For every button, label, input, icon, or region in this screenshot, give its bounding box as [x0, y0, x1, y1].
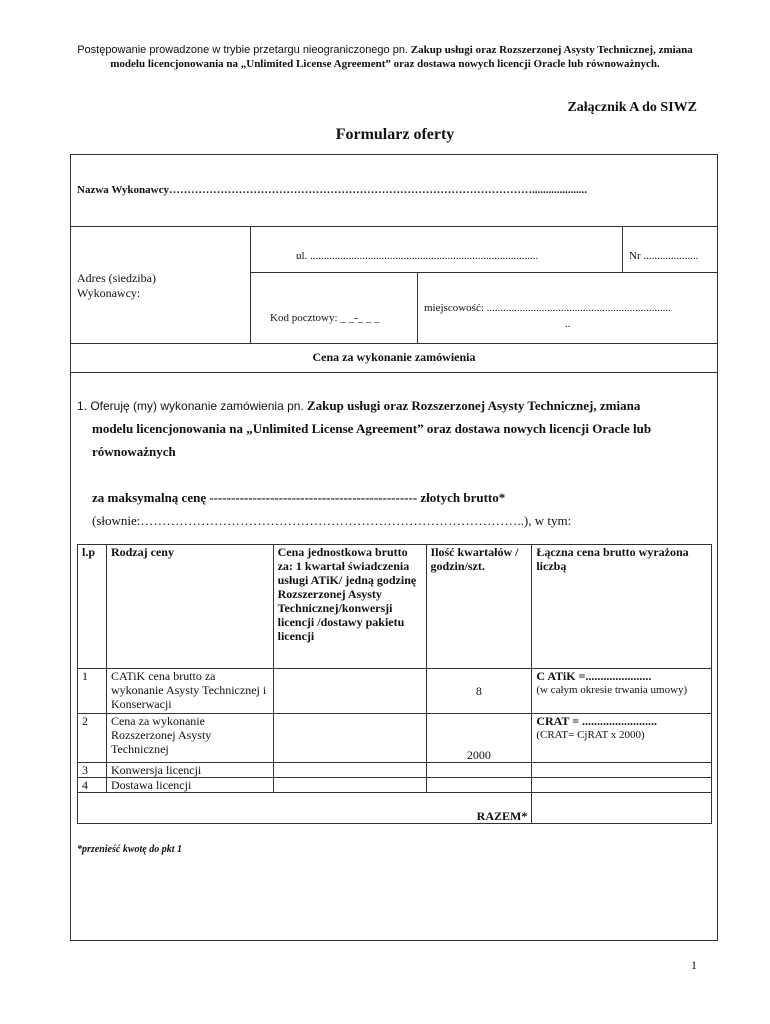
row-total-input[interactable] [532, 669, 712, 714]
offer-subject-3: równoważnych [92, 444, 176, 459]
divider-line [417, 272, 418, 343]
table-row [78, 763, 712, 778]
divider-line [70, 226, 718, 227]
address-label [77, 271, 156, 301]
row-quantity: 8 [426, 669, 532, 714]
attachment-label: Załącznik A do SIWZ [567, 100, 697, 115]
row-lp: 3 [78, 763, 107, 778]
price-in-words-field[interactable]: (słownie:……………………………………………………………………………..), w tym: [92, 513, 572, 528]
row-unit-price-input[interactable] [273, 714, 426, 763]
price-section-heading: Cena za wykonanie zamówienia [312, 350, 476, 364]
row-quantity: 2000 [426, 714, 532, 763]
row-quantity [426, 763, 532, 778]
street-field[interactable]: ul. ................................................................................... [296, 250, 539, 262]
table-sum-row [78, 793, 712, 824]
col-header-lp: l.p [78, 545, 107, 669]
col-header-unit-price: Cena jednostkowa brutto za: 1 kwartał świadczenia usługi ATiK/ jedną godzinę Rozszerzonej Asysty Technicznej/konwersji licencji /dostawy pakietu licencji [273, 545, 426, 669]
page-title: Formularz oferty [335, 126, 455, 143]
row-total-note: (CRAT= CjRAT x 2000) [536, 729, 645, 741]
table-row [78, 778, 712, 793]
row-unit-price-input[interactable] [273, 778, 426, 793]
row-type: Cena za wykonanie Rozszerzonej Asysty Technicznej [106, 714, 273, 763]
sum-label: RAZEM* [78, 793, 532, 824]
row-unit-price-input[interactable] [273, 763, 426, 778]
row-type: Konwersja licencji [106, 763, 273, 778]
offer-subject-1: Zakup usługi oraz Rozszerzonej Asysty Technicznej, zmiana [307, 398, 641, 413]
divider-line [250, 226, 251, 343]
max-price-field[interactable]: za maksymalną cenę ------------------------------------------------ złotych brutto* [92, 490, 506, 505]
row-total-input[interactable] [532, 763, 712, 778]
row-total-main: C ATiK =...................... [536, 669, 652, 683]
table-header-row [78, 545, 712, 669]
footnote: *przenieść kwotę do pkt 1 [77, 844, 182, 855]
sum-total-input[interactable] [532, 793, 712, 824]
contractor-name-field[interactable]: Nazwa Wykonawcy……………………………………………………………………………………….................... [77, 184, 587, 196]
tender-subject: Zakup usługi oraz Rozszerzonej Asysty Technicznej, zmiana modelu licencjonowania na „Unlimited License Agreement” oraz dostawa nowych licencji Oracle lub równoważnych. [110, 44, 693, 70]
row-total-input[interactable] [532, 714, 712, 763]
address-label-line2: Wykonawcy: [77, 286, 141, 300]
row-unit-price-input[interactable] [273, 669, 426, 714]
divider-line [250, 272, 718, 273]
row-lp: 1 [78, 669, 107, 714]
row-total-note: (w całym okresie trwania umowy) [536, 684, 688, 696]
row-total-main: CRAT = ......................... [536, 714, 658, 728]
price-table [77, 544, 712, 824]
city-field-continuation: .. [565, 318, 571, 330]
row-type: CATiK cena brutto za wykonanie Asysty Technicznej i Konserwacji [106, 669, 273, 714]
city-field[interactable]: miejscowość: ................................................................... [424, 302, 671, 314]
house-number-field[interactable]: Nr .................... [629, 250, 699, 262]
col-header-total: Łączna cena brutto wyrażona liczbą [532, 545, 712, 669]
row-lp: 4 [78, 778, 107, 793]
table-row [78, 714, 712, 763]
divider-line [70, 372, 718, 373]
postal-code-field[interactable]: Kod pocztowy: _ _-_ _ _ [270, 312, 380, 324]
row-total-input[interactable] [532, 778, 712, 793]
row-lp: 2 [78, 714, 107, 763]
tender-intro: Postępowanie prowadzone w trybie przetargu nieograniczonego pn. [77, 44, 409, 56]
page-number: 1 [691, 958, 697, 972]
tender-header [60, 43, 710, 71]
offer-subject-2: modelu licencjonowania na „Unlimited License Agreement” oraz dostawa nowych licencji Oracle lub [92, 421, 652, 436]
divider-line [622, 226, 623, 272]
address-label-line1: Adres (siedziba) [77, 271, 156, 285]
row-type: Dostawa licencji [106, 778, 273, 793]
row-quantity [426, 778, 532, 793]
col-header-quantity: Ilość kwartałów / godzin/szt. [426, 545, 532, 669]
table-row [78, 669, 712, 714]
offer-lead: 1. Oferuję (my) wykonanie zamówienia pn. [77, 399, 304, 413]
col-header-type: Rodzaj ceny [106, 545, 273, 669]
divider-line [70, 343, 718, 344]
offer-line-1 [77, 397, 640, 415]
